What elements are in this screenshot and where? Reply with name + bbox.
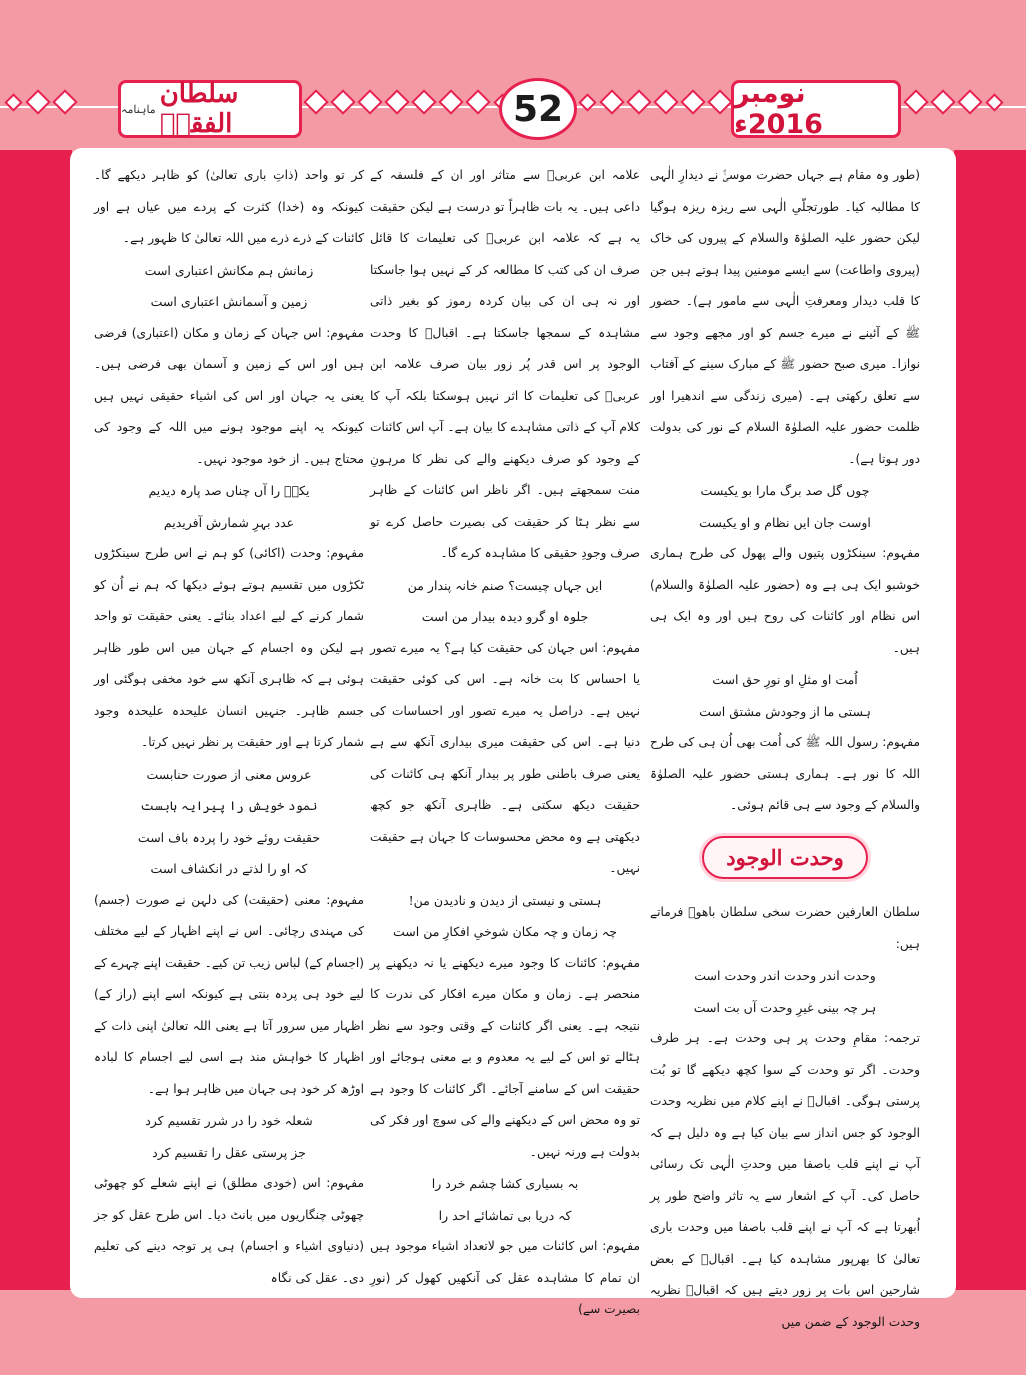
header-ornament-left [4,93,77,111]
left-color-band [0,150,72,1290]
diamond-ornament-icon [985,93,1003,111]
paragraph: (طور وہ مقام ہے جہاں حضرت موسیٰؑ نے دیدارِ الٰہی کا مطالبہ کیا۔ طورتجلّیِ الٰہی سے ریزہ ریزہ ہوگیا لیکن حضور علیہ الصلوٰۃ والسلام کے پیروں کی خاک (پیروی واطاعت) سے ایسے مومنین پیدا ہوتے ہیں جن کا قلب دیدار ومعرفتِ الٰہی سے مامور ہے)۔ حضور ﷺ کے آئینے نے میرے جسم کو اور مجھے وجود سے نوازا۔ میری صبح حضور ﷺ کے مبارک سینے کے آفتاب سے تعلق رکھتی ہے۔ (میری زندگی سے اندھیرا اور ظلمت حضور علیہ الصلوٰۃ السلام کے نور کی بدولت دور ہوتا ہے)۔ [650,168,920,466]
diamond-ornament-icon [626,89,651,114]
verse-line: چہ زمان و چہ مکان شوخیِ افکارِ من است [393,924,617,939]
diamond-ornament-icon [465,89,490,114]
diamond-ornament-icon [411,89,436,114]
diamond-ornament-icon [930,89,955,114]
verse-line: اوست جان ایں نظام و او یکیست [699,514,871,530]
diamond-ornament-icon [4,93,22,111]
verse-line: یکیؔ را آں چناں صد پارہ دیدیم [148,483,310,498]
diamond-ornament-icon [599,89,624,114]
article-column-left [94,160,364,1285]
verse-line: حقیقت روئے خود را پردہ باف است [137,829,321,845]
article-panel [70,148,956,1329]
paragraph: مفہوم: اس (خودی مطلق) نے اپنے شعلے کو چھوٹی چھوٹی چنگاریوں میں بانٹ دیا۔ اس طرح عقل کو جز (دنیاوی اشیاء و اجسام) ہی پر توجہ دینے کی تعلیم دی۔ عقل کی نگاہ [94,1176,364,1285]
verse-line: کہ دریا بی تماشائے احد را [438,1207,572,1223]
magazine-title: سلطان الفقرؒ [159,79,239,139]
diamond-ornament-icon [903,89,928,114]
diamond-ornament-icon [330,89,355,114]
verse-line: کہ او را لذتے در انکشاف است [150,861,308,876]
verse-line: جز پرستی عقل را تقسیم کرد [152,1144,306,1160]
verse-line: ہر چہ بینی غیرِ وحدت آں بت است [693,999,877,1015]
header-ornament-center-right [578,93,732,111]
paragraph: مفہوم: اس کائنات میں جو لاتعداد اشیاء موجود ہیں ان تمام کا مشاہدہ عقل کی آنکھیں کھول کر (نورِ بصیرت سے) [370,1239,640,1316]
right-color-band [954,150,1026,1290]
diamond-ornament-icon [25,89,50,114]
verse-line: عدد بہرِ شمارش آفریدیم [163,514,295,530]
paragraph: کر تو واحد (ذاتِ باری تعالیٰ) کو ظاہر دیکھے گا۔ کیونکہ وہ (خدا) کثرت کے پردے میں عیاں ہے اور کائنات کے ذرے ذرے میں اللہ تعالیٰ کا ظہور ہے۔ [94,168,364,245]
diamond-ornament-icon [578,93,596,111]
paragraph: سلطان العارفین حضرت سخی سلطان باھوؒ فرماتے ہیں: [650,905,920,951]
magazine-prefix: ماہنامہ [121,102,156,116]
diamond-ornament-icon [957,89,982,114]
section-heading-wrap [650,836,920,880]
verse-line: عروس معنی از صورت حنابست [146,766,312,782]
page-number: 52 [499,78,577,140]
verse-line: نمود خویش را پیرایہ ہابست [140,798,318,813]
issue-date: نومبر 2016ء [731,80,901,138]
paragraph: مفہوم: سینکڑوں پتیوں والے پھول کی طرح ہماری خوشبو ایک ہی ہے وہ (حضور علیہ الصلوٰۃ والسلام) اس نظام اور کائنات کی روح ہیں اور وہ ایک ہی ہیں۔ [650,546,920,655]
diamond-ornament-icon [303,89,328,114]
diamond-ornament-icon [384,89,409,114]
paragraph: مفہوم: اس جہان کی حقیقت کیا ہے؟ یہ میرے تصور یا احساس کا بت خانہ ہے۔ اس کی کوئی حقیقت نہیں ہے۔ دراصل یہ میرے تصور اور احساسات کی دنیا ہے۔ اس کی حقیقت میری بیداری آنکھ سے ہے یعنی صرف باطنی طور پر بیدار آنکھ ہی کائنات کی حقیقت دیکھ سکتی ہے۔ ظاہری آنکھ جو کچھ دیکھتی ہے وہ محض محسوسات کا جہان ہے حقیقت نہیں۔ [370,640,640,875]
page-header [0,78,1026,140]
verse-line: ہستی ما از وجودش مشتق است [699,703,871,719]
article-column-middle [370,160,640,1316]
verse-line: چوں گل صد برگ مارا بو یکیست [700,483,870,498]
verse-line: جلوہ او گرو دیدہ بیدار من است [421,609,589,624]
verse-line: بہ بسیاری کشا چشم خرد را [431,1176,579,1191]
verse-line: ایں جہاں چیست؟ صنم خانہ پندار من [407,577,603,593]
header-ornament-center-left [304,93,512,111]
magazine-title-box [118,80,302,138]
paragraph: علامہ ابن عربیؒ سے متاثر اور ان کے فلسفہ کے داعی ہیں۔ یہ بات ظاہراً تو درست ہے لیکن حقیقت یہ ہے کہ علامہ ابن عربیؒ کی تعلیمات کا قائل صرف ان کی کتب کا مطالعہ کر کے نہیں ہوا جاسکتا اور نہ ہی ان کی بیان کردہ رموز کو بغیر ذاتی مشاہدہ کے سمجھا جاسکتا ہے۔ اقبالؒ کا وحدت الوجود پر اس قدر پُر زور بیان صرف علامہ ابن عربیؒ کی تعلیمات کا اثر نہیں ہوسکتا بلکہ آپ کا کلام آپ کے ذاتی مشاہدے کا بیان ہے۔ آپ اس کائنات کے وجود کو صرف دیکھنے والے کی نظر کا مرہونِ منت سمجھتے ہیں۔ اگر ناظر اس کائنات کے ظاہر سے نظر ہٹا کر حقیقت کی بصیرت حاصل کرے تو صرف وجودِ حقیقی کا مشاہدہ کرے گا۔ [370,168,640,560]
diamond-ornament-icon [653,89,678,114]
verse-line: شعلہ خود را در شرر تقسیم کرد [145,1113,313,1128]
diamond-ornament-icon [707,89,732,114]
diamond-ornament-icon [52,89,77,114]
diamond-ornament-icon [357,89,382,114]
paragraph: مفہوم: معنی (حقیقت) کی دلہن نے صورت (جسم) کی مہندی رچائی۔ اس نے اپنے اظہار کے لیے مختلف (اجسام کے) لباس زیب تن کیے۔ حقیقت اپنے چہرے کے لیے خود ہی پردہ بنتی ہے کیونکہ اسے اپنے (راز کے) اظہار میں سرور آتا ہے یعنی اللہ تعالیٰ اپنی ذات کے اظہار کا خواہش مند ہے اسی لیے اجسام کا لبادہ اوڑھ کر خود ہی جہان میں ظاہر ہوا ہے۔ [94,892,364,1096]
verse-line: اُمت او مثلِ او نورِ حق است [712,672,858,687]
verse-line: ہستی و نیستی از دیدن و نادیدن من! [408,892,602,908]
diamond-ornament-icon [438,89,463,114]
paragraph: مفہوم: رسول اللہ ﷺ کی اُمت بھی اُن ہی کی طرح اللہ کا نور ہے۔ ہماری ہستی حضور علیہ الصلوٰۃ والسلام کے وجود سے ہی قائم ہوئی۔ [650,735,920,812]
verse-line: زمین و آسمانش اعتباری است [150,294,308,309]
paragraph: مفہوم: اس جہان کے زمان و مکان (اعتباری) فرضی ہیں اور اس کے زمین و آسمان بھی فرضی ہیں۔ یعنی یہ جہان اور اس کی اشیاء حقیقی نہیں ہیں کیونکہ یہ اپنے موجود ہونے میں اللہ کے وجود کی محتاج ہیں۔ از خود موجود نہیں۔ [94,325,364,466]
header-ornament-right [904,93,1004,111]
section-heading: وحدت الوجود [702,836,868,880]
paragraph: مفہوم: کائنات کا وجود میرے دیکھنے یا نہ دیکھنے پر منحصر ہے۔ زمان و مکان میرے افکار کی ندرت کا نتیجہ ہے۔ یعنی اگر کائنات کے وقتی وجود سے نظر ہٹالے تو اس کے لیے یہ معدوم و بے معنی ہوجائے اور حقیقت اس کے سامنے آجائے۔ اگر کائنات کا وجود ہے تو وہ محض اس کے دیکھنے والے کی سوچ اور فکر کی بدولت ہے ورنہ نہیں۔ [370,955,640,1159]
paragraph: ترجمہ: مقامِ وحدت پر ہی وحدت ہے۔ ہر طرف وحدت۔ اگر تو وحدت کے سوا کچھ دیکھے گا تو بُت پرستی ہوگی۔ اقبالؒ نے اپنے کلام میں نظریہ وحدت الوجود کو جس انداز سے بیان کیا ہے وہ دلیل ہے کہ آپ نے اپنے قلب باصفا میں وحدتِ الٰہی تک رسائی حاصل کی۔ آپ کے اشعار سے یہ تاثر واضح طور پر اُبھرتا ہے کہ آپ نے اپنے قلب باصفا میں وحدت باری تعالیٰ کا بھرپور مشاہدہ کیا ہے۔ اقبالؒ کے بعض شارحین اس بات پر زور دیتے ہیں کہ اقبالؒ نظریہ وحدت الوجود کے ضمن میں [650,1031,920,1329]
verse-line: زمانش ہم مکانش اعتباری است [144,262,314,278]
article-column-right [650,160,920,1329]
verse-line: وحدت اندر وحدت اندر وحدت است [694,968,876,983]
paragraph: مفہوم: وحدت (اکائی) کو ہم نے اس طرح سینکڑوں ٹکڑوں میں تقسیم ہوتے ہوئے دیکھا کہ ہم نے اُن کو شمار کرنے کے لیے اعداد بنائے۔ یعنی حقیقت تو واحد ہے لیکن وہ اجسام کے جہان میں اس طور ظاہر ہوئی ہے کہ ظاہری آنکھ سے خود مخفی ہوگئی اور جسم ظاہر۔ جنہیں انسان علیحدہ علیحدہ وجود شمار کرتا ہے اور حقیقت پر نظر نہیں کرتا۔ [94,546,364,749]
diamond-ornament-icon [680,89,705,114]
